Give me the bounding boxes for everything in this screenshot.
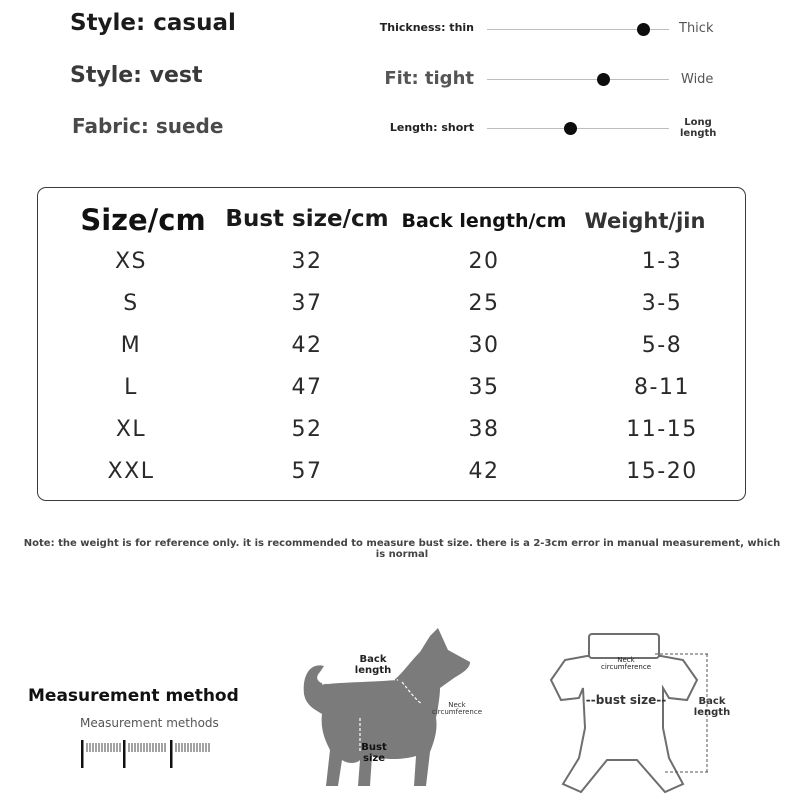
header-back-length: Back length/cm xyxy=(401,210,567,232)
value-cell: 30 xyxy=(468,333,500,358)
measuring-tape-icon xyxy=(78,738,218,770)
value-cell: 35 xyxy=(468,375,500,400)
garment-back-length-label xyxy=(692,696,732,718)
length-knob xyxy=(564,122,577,135)
dog-bust-line2: size xyxy=(363,753,385,764)
value-cell: 20 xyxy=(468,249,500,274)
dog-back-length-label xyxy=(352,654,394,676)
header-weight: Weight/jin xyxy=(584,209,706,233)
thickness-max-label: Thick xyxy=(679,21,714,36)
dog-bust-line1: Bust xyxy=(361,742,387,753)
fit-track xyxy=(487,79,669,80)
dog-neck-line1: Neck xyxy=(448,701,466,709)
size-cell: M xyxy=(120,333,142,358)
thickness-min-label: Thickness: thin xyxy=(379,21,474,34)
dog-neck-label xyxy=(428,702,486,716)
fit-min-label: Fit: tight xyxy=(384,68,474,89)
garment-neck-line1: Neck xyxy=(617,656,635,664)
dog-neck-line2: circumference xyxy=(431,708,482,716)
length-track xyxy=(487,128,669,129)
value-cell: 42 xyxy=(291,333,323,358)
value-cell: 3-5 xyxy=(641,291,683,316)
garment-neck-line2: circumference xyxy=(600,663,651,671)
measurement-method-title: Measurement method xyxy=(28,686,239,706)
thickness-knob xyxy=(637,23,650,36)
style-vest-label: Style: vest xyxy=(70,63,203,88)
value-cell: 11-15 xyxy=(626,417,698,442)
dog-bust-label xyxy=(356,742,392,764)
fit-max-label: Wide xyxy=(681,72,714,87)
value-cell: 25 xyxy=(468,291,500,316)
header-bust: Bust size/cm xyxy=(225,206,389,232)
value-cell: 32 xyxy=(291,249,323,274)
length-min-label: Length: short xyxy=(389,121,474,134)
style-casual-label: Style: casual xyxy=(70,10,236,36)
size-cell: XXL xyxy=(107,459,155,484)
garment-back-length-line2: length xyxy=(693,707,731,718)
fit-knob xyxy=(597,73,610,86)
length-max-label xyxy=(680,117,716,139)
value-cell: 52 xyxy=(291,417,323,442)
value-cell: 15-20 xyxy=(626,459,698,484)
value-cell: 1-3 xyxy=(641,249,683,274)
dog-back-length-line2: length xyxy=(354,665,392,676)
garment-neck-label xyxy=(596,657,656,671)
note-text: Note: the weight is for reference only. it is recommended to measure bust size. there is a 2-3cm error in manual measurement, which is normal xyxy=(23,538,781,560)
garment-bust-label: --bust size-- xyxy=(585,693,667,707)
fabric-label: Fabric: suede xyxy=(72,114,224,138)
garment-back-length-line1: Back xyxy=(698,696,726,707)
value-cell: 5-8 xyxy=(641,333,683,358)
size-cell: S xyxy=(123,291,139,316)
length-max-line2: length xyxy=(680,128,717,139)
value-cell: 42 xyxy=(468,459,500,484)
size-cell: L xyxy=(124,375,138,400)
value-cell: 8-11 xyxy=(634,375,690,400)
value-cell: 57 xyxy=(291,459,323,484)
measurement-method-subtitle: Measurement methods xyxy=(80,716,219,730)
size-cell: XS xyxy=(114,249,148,274)
dog-back-length-line1: Back xyxy=(359,654,387,665)
value-cell: 47 xyxy=(291,375,323,400)
value-cell: 38 xyxy=(468,417,500,442)
value-cell: 37 xyxy=(291,291,323,316)
header-size: Size/cm xyxy=(80,203,206,237)
length-max-line1: Long xyxy=(684,117,712,128)
size-cell: XL xyxy=(115,417,147,442)
